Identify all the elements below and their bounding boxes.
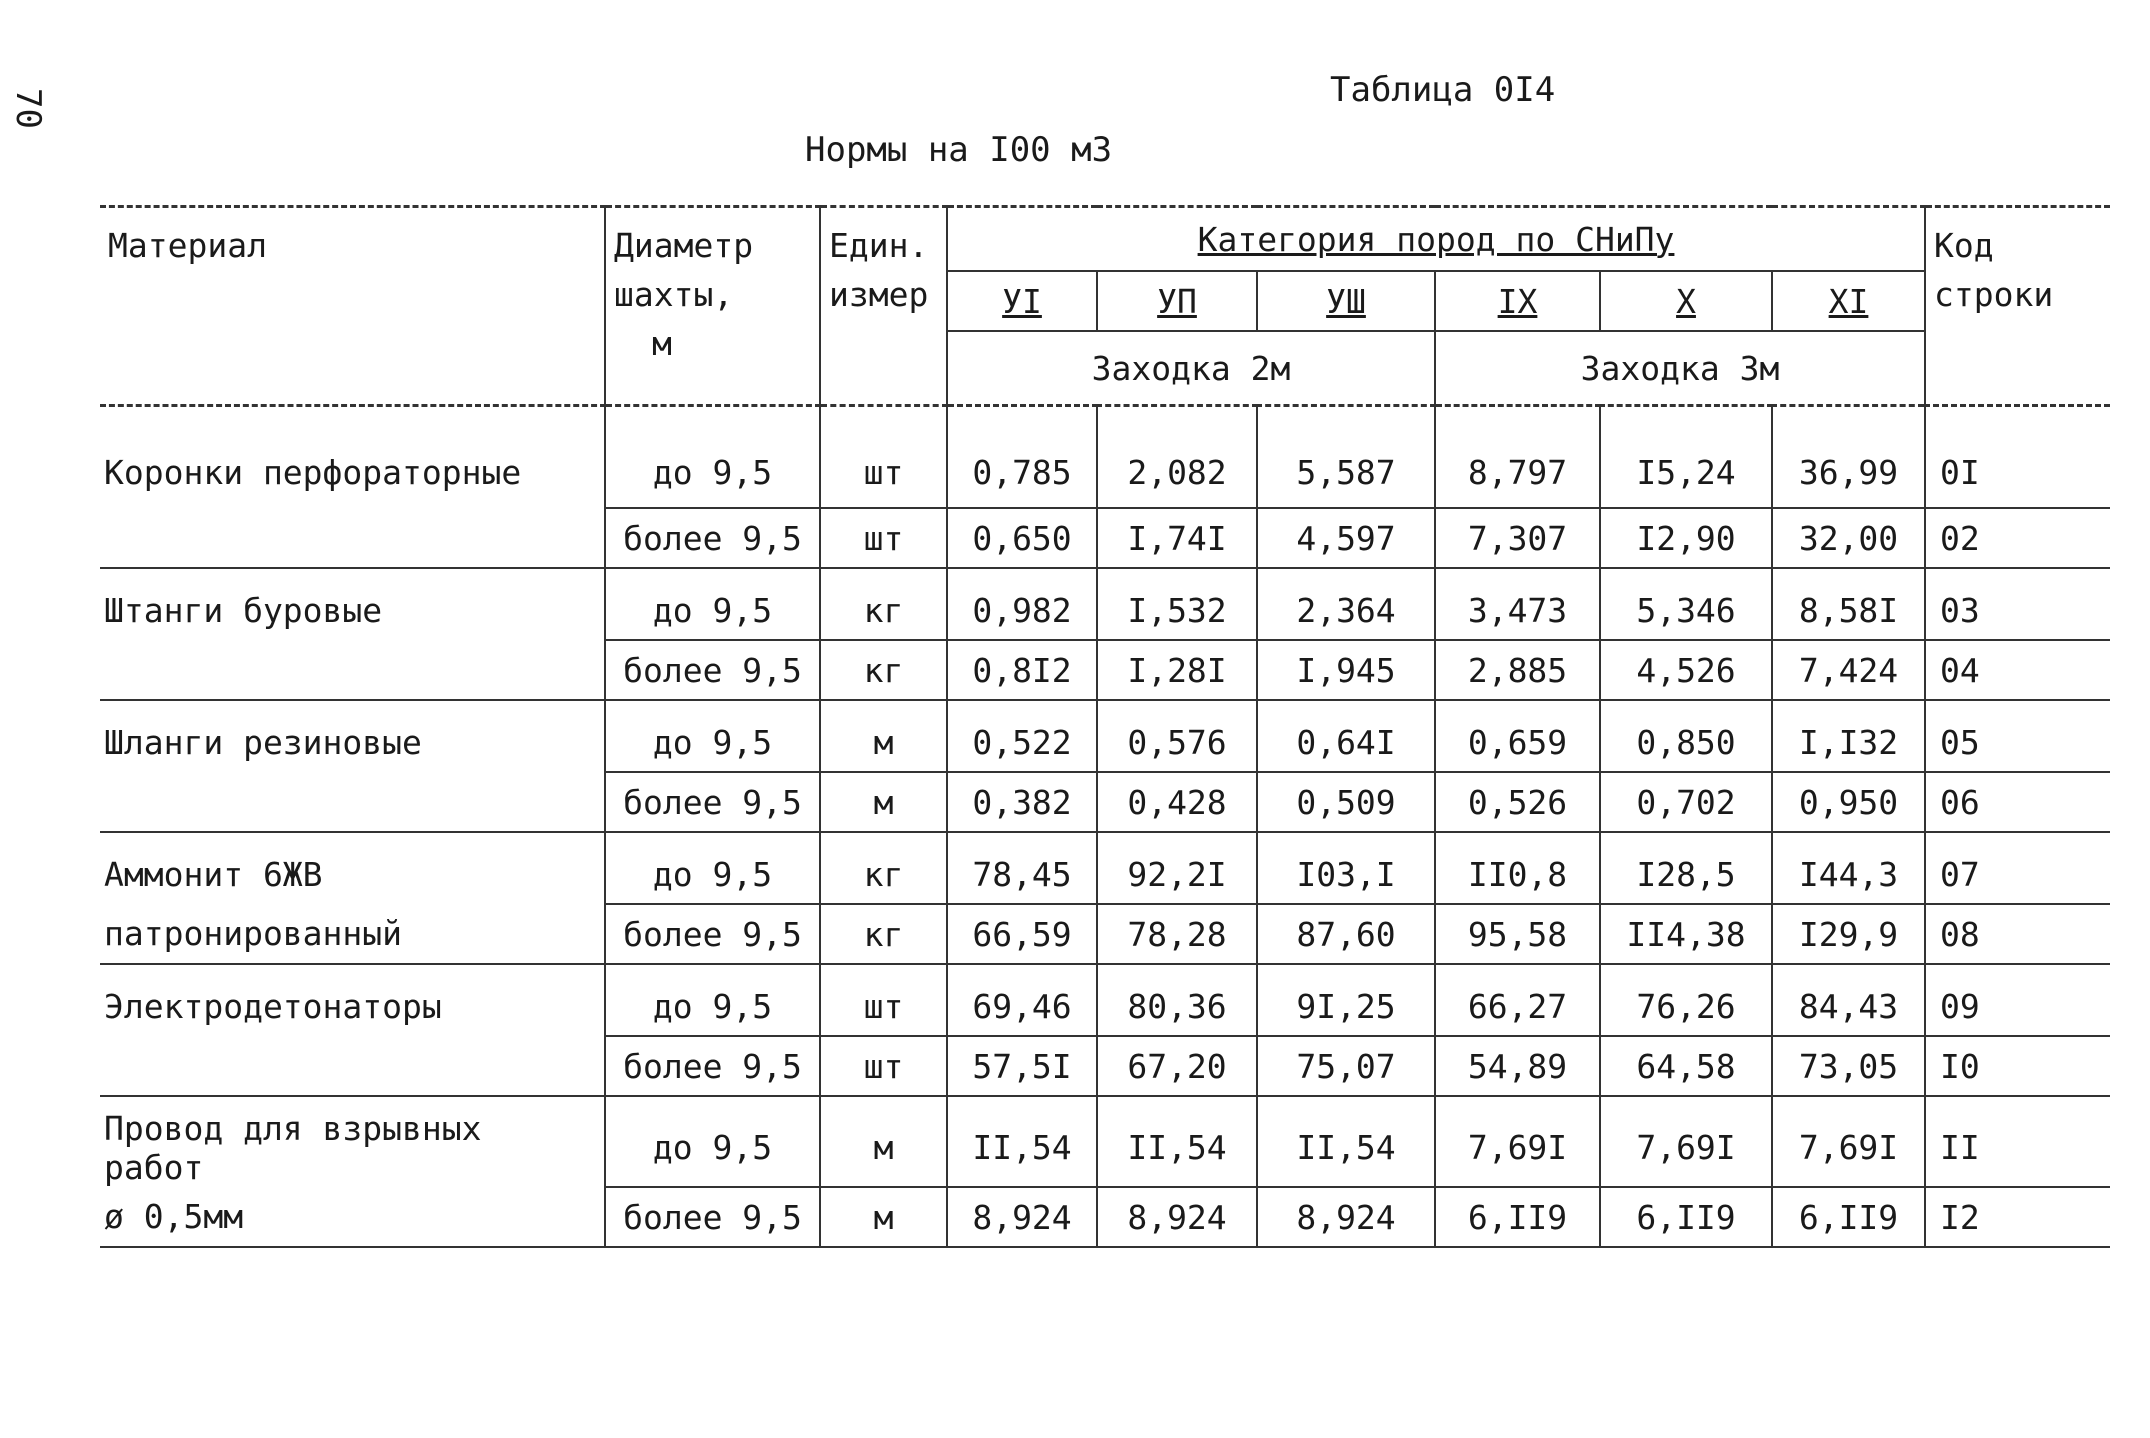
cell-value: 0,702: [1600, 772, 1772, 832]
cell-value: 95,58: [1435, 904, 1600, 964]
header-code: [1925, 207, 2110, 406]
header-cat-8: УШ: [1257, 271, 1435, 331]
cell-material: Провод для взрывных работ: [104, 1109, 482, 1187]
cell-material: ø 0,5мм: [100, 1187, 605, 1247]
cell-diameter: до 9,5: [605, 964, 820, 1036]
cell-value: 84,43: [1772, 964, 1925, 1036]
cell-value: 8,924: [1257, 1187, 1435, 1247]
cell-value: 7,424: [1772, 640, 1925, 700]
cell-value: 78,28: [1097, 904, 1257, 964]
cell-value: 0,382: [947, 772, 1097, 832]
cell-value: I5,24: [1600, 406, 1772, 509]
cell-diameter: до 9,5: [605, 406, 820, 509]
cell-code: 04: [1925, 640, 2110, 700]
cell-value: 0,785: [947, 406, 1097, 509]
table-row: [100, 1187, 2110, 1247]
cell-value: 66,27: [1435, 964, 1600, 1036]
cell-value: 32,00: [1772, 508, 1925, 568]
cell-unit: м: [820, 1187, 947, 1247]
header-unit-line1: Един.: [829, 226, 929, 265]
cell-value: 66,59: [947, 904, 1097, 964]
cell-value: II,54: [1097, 1096, 1257, 1187]
cell-material: Коронки перфораторные: [104, 453, 522, 492]
cell-value: I,74I: [1097, 508, 1257, 568]
header-cat-9: IX: [1435, 271, 1600, 331]
cell-value: 8,58I: [1772, 568, 1925, 640]
table-row: [100, 832, 2110, 904]
cell-value: 36,99: [1772, 406, 1925, 509]
table-row: [100, 640, 2110, 700]
cell-value: 0,659: [1435, 700, 1600, 772]
cell-value: 6,II9: [1435, 1187, 1600, 1247]
cell-value: I29,9: [1772, 904, 1925, 964]
cell-value: 0,850: [1600, 700, 1772, 772]
cell-value: 0,982: [947, 568, 1097, 640]
cell-value: 73,05: [1772, 1036, 1925, 1096]
cell-value: 87,60: [1257, 904, 1435, 964]
cell-material: [100, 1036, 605, 1096]
cell-code: 05: [1925, 700, 2110, 772]
cell-diameter: до 9,5: [605, 700, 820, 772]
cell-value: 7,69I: [1600, 1096, 1772, 1187]
table-row: [100, 904, 2110, 964]
norms-label: Нормы на I00 м3: [805, 130, 1113, 170]
cell-value: I,532: [1097, 568, 1257, 640]
cell-value: 7,307: [1435, 508, 1600, 568]
header-cat-7: УП: [1097, 271, 1257, 331]
cell-value: I28,5: [1600, 832, 1772, 904]
cell-value: II0,8: [1435, 832, 1600, 904]
norms-table-container: [100, 205, 2110, 1248]
cell-value: 5,346: [1600, 568, 1772, 640]
cell-value: II4,38: [1600, 904, 1772, 964]
cell-value: 7,69I: [1435, 1096, 1600, 1187]
cell-material: патронированный: [100, 904, 605, 964]
cell-value: 0,64I: [1257, 700, 1435, 772]
cell-unit: кг: [820, 904, 947, 964]
cell-value: 0,428: [1097, 772, 1257, 832]
table-body: [100, 406, 2110, 1248]
cell-code: 09: [1925, 964, 2110, 1036]
cell-diameter: до 9,5: [605, 832, 820, 904]
cell-value: I,945: [1257, 640, 1435, 700]
cell-value: 75,07: [1257, 1036, 1435, 1096]
cell-material: Электродетонаторы: [104, 987, 442, 1026]
cell-unit: кг: [820, 832, 947, 904]
cell-value: I03,I: [1257, 832, 1435, 904]
table-title: Таблица 0I4: [1330, 70, 1556, 110]
cell-code: 08: [1925, 904, 2110, 964]
cell-unit: м: [820, 1096, 947, 1187]
cell-unit: шт: [820, 964, 947, 1036]
cell-value: 4,597: [1257, 508, 1435, 568]
cell-value: 6,II9: [1600, 1187, 1772, 1247]
cell-unit: шт: [820, 1036, 947, 1096]
header-unit-line2: измер: [829, 275, 929, 314]
table-row: [100, 1036, 2110, 1096]
cell-value: 8,797: [1435, 406, 1600, 509]
cell-diameter: более 9,5: [605, 640, 820, 700]
header-zahodka-3m: Заходка 3м: [1435, 331, 1925, 406]
cell-value: 2,082: [1097, 406, 1257, 509]
header-diameter: [605, 207, 820, 406]
header-code-line2: строки: [1934, 275, 2054, 314]
cell-value: 2,364: [1257, 568, 1435, 640]
cell-code: 02: [1925, 508, 2110, 568]
cell-value: 0,8I2: [947, 640, 1097, 700]
cell-value: 0,950: [1772, 772, 1925, 832]
page-number: 70: [8, 88, 48, 129]
header-diameter-line1: Диаметр: [614, 226, 754, 265]
header-category: [947, 207, 1925, 272]
cell-value: 8,924: [1097, 1187, 1257, 1247]
cell-diameter: более 9,5: [605, 508, 820, 568]
cell-code: 03: [1925, 568, 2110, 640]
table-header: [100, 207, 2110, 406]
table-row: [100, 964, 2110, 1036]
cell-material: [100, 508, 605, 568]
header-cat-6: УI: [947, 271, 1097, 331]
header-diameter-line2: шахты,: [614, 275, 734, 314]
cell-code: 06: [1925, 772, 2110, 832]
cell-value: 0,576: [1097, 700, 1257, 772]
cell-diameter: более 9,5: [605, 1036, 820, 1096]
cell-value: II,54: [947, 1096, 1097, 1187]
cell-unit: шт: [820, 406, 947, 509]
cell-value: 0,509: [1257, 772, 1435, 832]
cell-value: I2,90: [1600, 508, 1772, 568]
cell-diameter: до 9,5: [605, 1096, 820, 1187]
header-code-line1: Код: [1934, 226, 1994, 265]
header-cat-11: XI: [1772, 271, 1925, 331]
cell-material: Шланги резиновые: [104, 723, 422, 762]
cell-value: 64,58: [1600, 1036, 1772, 1096]
cell-unit: кг: [820, 568, 947, 640]
cell-value: 2,885: [1435, 640, 1600, 700]
cell-material: [100, 640, 605, 700]
cell-material: Штанги буровые: [104, 591, 383, 630]
cell-value: 6,II9: [1772, 1187, 1925, 1247]
cell-value: 9I,25: [1257, 964, 1435, 1036]
table-row: [100, 508, 2110, 568]
cell-value: 8,924: [947, 1187, 1097, 1247]
cell-unit: м: [820, 772, 947, 832]
cell-value: I,I32: [1772, 700, 1925, 772]
cell-unit: м: [820, 700, 947, 772]
cell-unit: шт: [820, 508, 947, 568]
cell-value: 5,587: [1257, 406, 1435, 509]
cell-value: 0,650: [947, 508, 1097, 568]
header-diameter-line3: м: [652, 324, 672, 363]
cell-value: II,54: [1257, 1096, 1435, 1187]
cell-value: 3,473: [1435, 568, 1600, 640]
cell-value: I44,3: [1772, 832, 1925, 904]
cell-unit: кг: [820, 640, 947, 700]
norms-table: [100, 205, 2110, 1248]
cell-diameter: до 9,5: [605, 568, 820, 640]
table-row: [100, 568, 2110, 640]
cell-value: I,28I: [1097, 640, 1257, 700]
cell-value: 69,46: [947, 964, 1097, 1036]
cell-value: 0,526: [1435, 772, 1600, 832]
cell-code: 0I: [1925, 406, 2110, 509]
cell-value: 80,36: [1097, 964, 1257, 1036]
table-row: [100, 1096, 2110, 1187]
cell-material: [100, 772, 605, 832]
cell-diameter: более 9,5: [605, 1187, 820, 1247]
cell-code: 07: [1925, 832, 2110, 904]
cell-value: 92,2I: [1097, 832, 1257, 904]
cell-code: II: [1925, 1096, 2110, 1187]
header-cat-10: X: [1600, 271, 1772, 331]
header-material: Материал: [100, 207, 605, 406]
cell-value: 57,5I: [947, 1036, 1097, 1096]
cell-diameter: более 9,5: [605, 904, 820, 964]
cell-value: 78,45: [947, 832, 1097, 904]
table-row: [100, 700, 2110, 772]
cell-code: I0: [1925, 1036, 2110, 1096]
cell-diameter: более 9,5: [605, 772, 820, 832]
cell-value: 0,522: [947, 700, 1097, 772]
cell-value: 7,69I: [1772, 1096, 1925, 1187]
cell-value: 54,89: [1435, 1036, 1600, 1096]
cell-code: I2: [1925, 1187, 2110, 1247]
cell-material: Аммонит 6ЖВ: [104, 855, 323, 894]
table-row: [100, 406, 2110, 509]
table-row: [100, 772, 2110, 832]
cell-value: 4,526: [1600, 640, 1772, 700]
cell-value: 67,20: [1097, 1036, 1257, 1096]
cell-value: 76,26: [1600, 964, 1772, 1036]
header-category-text: Категория пород по СНиПу: [1197, 219, 1675, 259]
header-unit: [820, 207, 947, 406]
header-zahodka-2m: Заходка 2м: [947, 331, 1435, 406]
